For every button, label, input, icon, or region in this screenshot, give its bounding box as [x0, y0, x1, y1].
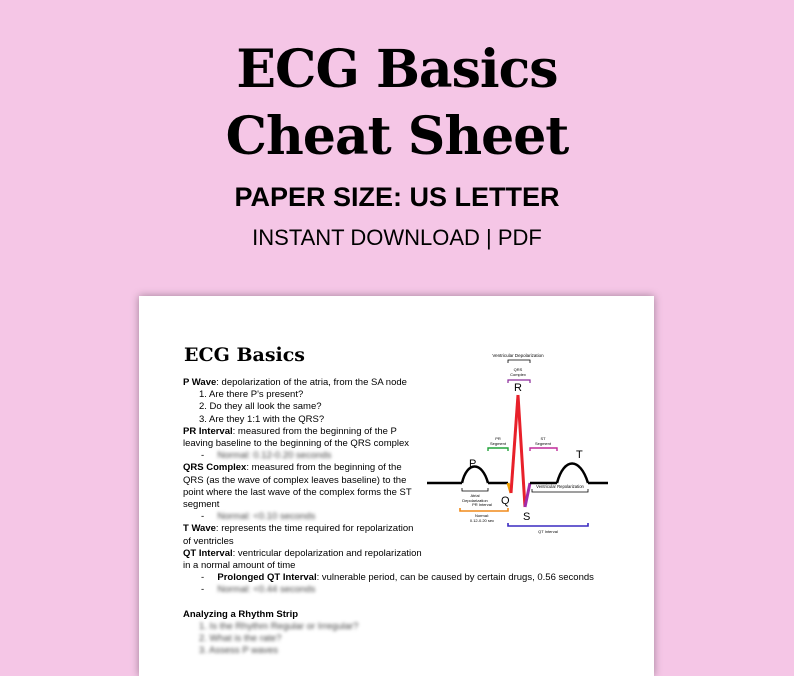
ventricular-repolarization-label: Ventricular Repolarization [536, 484, 584, 489]
qrs-label: QRS Complex [183, 462, 247, 474]
qt-text: : ventricular depolarization and repolarization in a normal amount of time [183, 547, 422, 572]
label-r: R [514, 382, 522, 394]
pr-segment-label-1: PR [495, 436, 501, 441]
st-segment-label-1: ST [540, 436, 546, 441]
atrial-depolarization-label-1: Atrial [470, 493, 480, 498]
pr-normal-value: Normal: 0.12-0.20 seconds [217, 450, 332, 462]
qrs-paragraph [183, 462, 423, 511]
st-segment-marker [530, 448, 557, 451]
document-preview [139, 296, 654, 676]
t-wave-paragraph [183, 523, 423, 547]
qt-paragraph [183, 548, 423, 572]
prolonged-qt-label: Prolonged QT Interval [217, 572, 317, 584]
download-format-text: INSTANT DOWNLOAD | PDF [252, 225, 542, 250]
paper-size-text: PAPER SIZE: US LETTER [234, 182, 560, 212]
ventricular-depolarization-label: Ventricular Depolarization [492, 353, 544, 358]
qt-interval-marker [508, 523, 588, 526]
pr-interval-marker [460, 508, 508, 511]
list-item: 2. What is the rate? [199, 633, 282, 645]
ventricular-repolarization-bracket [532, 489, 588, 492]
r-downstroke [518, 395, 525, 507]
label-q: Q [501, 495, 510, 507]
rhythm-strip-heading: Analyzing a Rhythm Strip [183, 608, 299, 620]
pr-interval-paragraph [183, 426, 423, 450]
qrs-text: : measured from the beginning of the QRS (as the wave of complex leaves baseline) to the point where the last wave of the complex forms the ST segment [183, 462, 412, 511]
pr-normal-label-1: Normal: [474, 513, 490, 518]
pr-interval-label: PR Interval [183, 425, 233, 437]
pr-segment-marker [488, 448, 508, 451]
qt-interval-label: QT Interval [538, 529, 558, 534]
label-s: S [523, 511, 531, 523]
main-title-line2: Cheat Sheet [225, 106, 569, 167]
qt-label: QT Interval [183, 547, 233, 559]
pr-segment-label-2: Segment [489, 441, 507, 446]
ecg-waveform-diagram [422, 351, 612, 536]
qrs-complex-label-2: Complex [510, 372, 526, 377]
main-title-line1: ECG Basics [236, 39, 558, 100]
qt-normal-value: Normal: <0.44 seconds [217, 584, 316, 596]
list-item: 3. Assess P waves [199, 645, 279, 657]
pr-interval-text: : measured from the beginning of the P leaving baseline to the beginning of the QRS complex [183, 425, 410, 450]
st-segment-label-2: Segment [534, 441, 552, 446]
ventricular-depolarization-bracket [508, 360, 530, 363]
list-item: 2. Do they all look the same? [199, 401, 322, 413]
r-upstroke [511, 395, 518, 493]
qrs-complex-label-1: QRS [513, 367, 523, 372]
list-item: 1. Are there P's present? [199, 389, 304, 401]
t-wave-text: : represents the time required for repolarization of ventricles [183, 523, 414, 547]
list-item: 1. Is the Rhythm Regular or Irregular? [199, 620, 359, 632]
pr-normal-item: - Normal: 0.12-0.20 seconds [201, 450, 332, 462]
atrial-depolarization-label-2: Depolarization [462, 498, 488, 503]
qt-normal-item: - Normal: <0.44 seconds [201, 584, 316, 596]
p-wave-label: P Wave [183, 377, 217, 388]
t-wave-label: T Wave [183, 523, 216, 535]
label-t: T [576, 449, 583, 461]
p-wave-paragraph [183, 377, 423, 389]
atrial-depolarization-bracket [462, 488, 488, 491]
p-wave-text: : depolarization of the atria, from the SA node [216, 377, 407, 388]
prolonged-qt-item: - Prolonged QT Interval: vulnerable period, can be caused by certain drugs, 0.56 seconds [201, 572, 594, 584]
list-item: 3. Are they 1:1 with the QRS? [199, 413, 325, 425]
pr-normal-label-2: 0.12-0.20 sec [469, 518, 495, 523]
pr-interval-label: PR Interval [472, 502, 492, 507]
qrs-normal-item: - Normal: <0.10 seconds [201, 511, 316, 523]
document-title: ECG Basics [184, 344, 305, 366]
t-wave-curve [557, 464, 588, 484]
qrs-normal-value: Normal: <0.10 seconds [217, 511, 316, 523]
prolonged-qt-text: : vulnerable period, can be caused by certain drugs, 0.56 seconds [316, 572, 594, 584]
label-p: P [469, 458, 477, 470]
